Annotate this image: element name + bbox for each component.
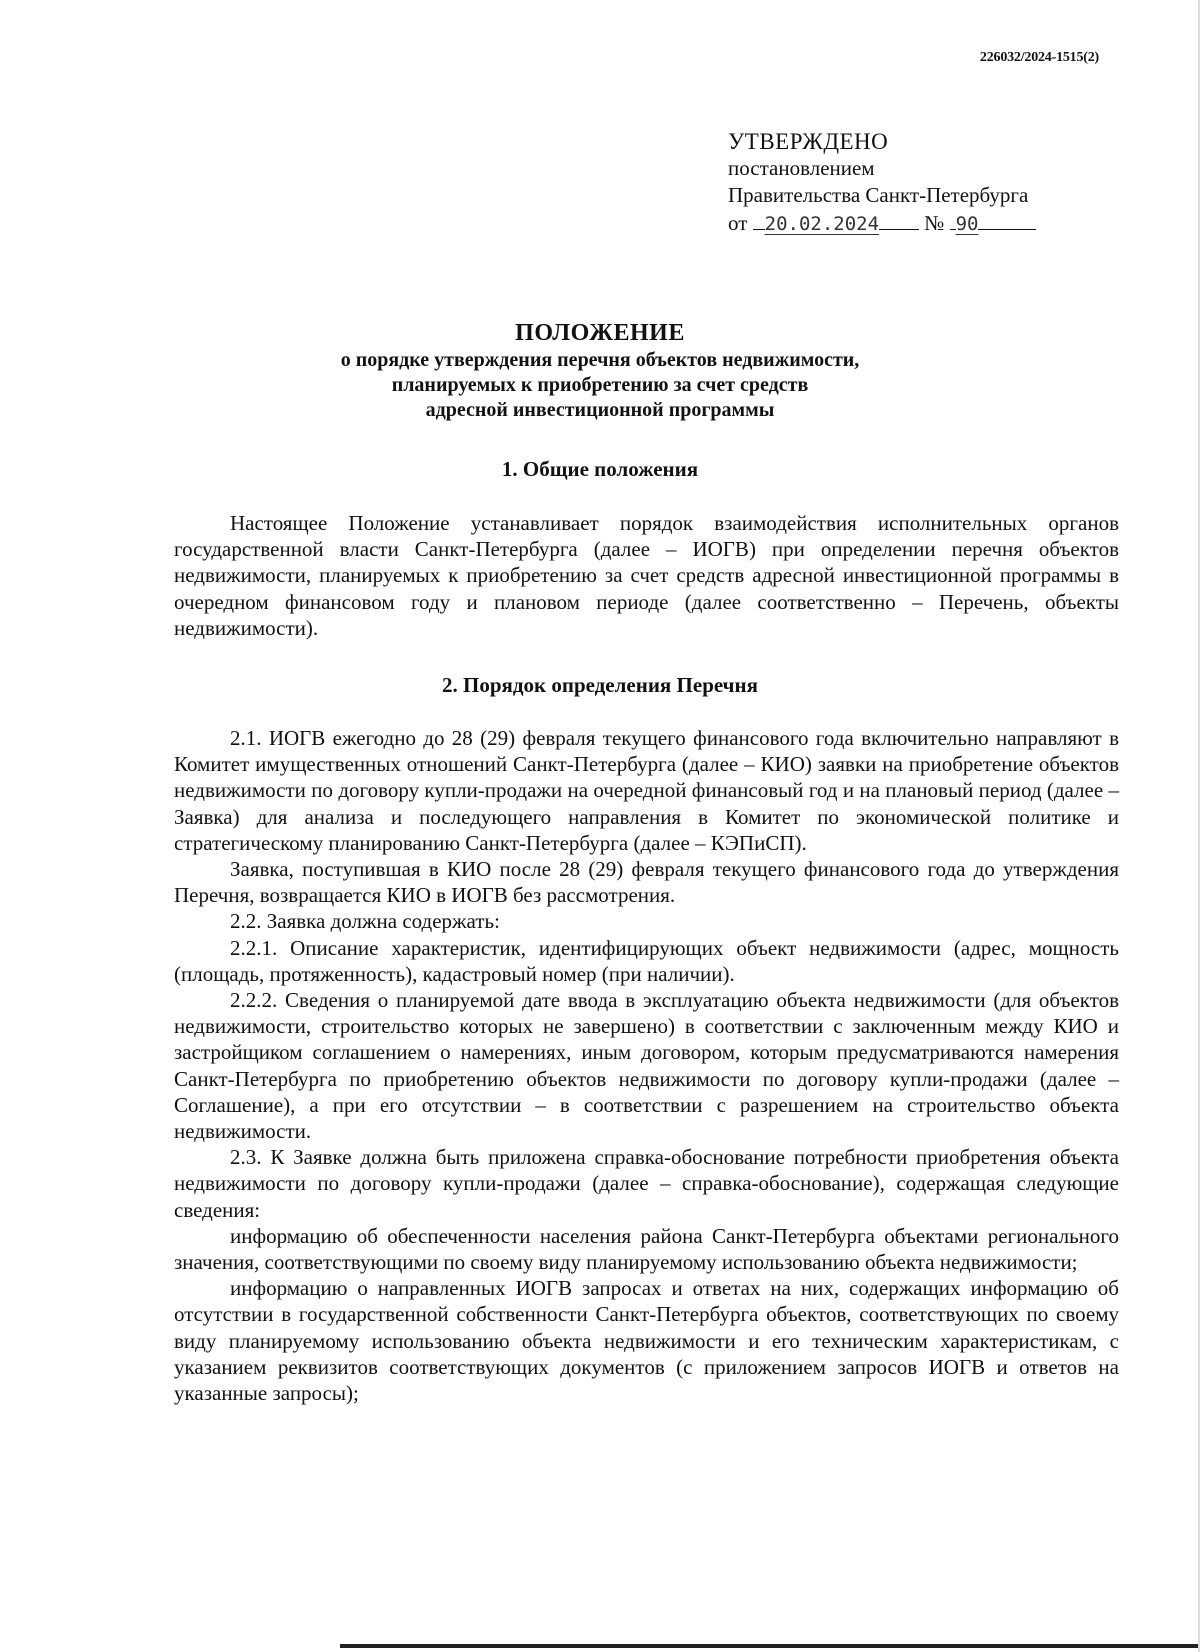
- paragraph: 2.3. К Заявке должна быть приложена справка-обоснование потребности приобретения объекта недвижимости по договору купли-продажи (далее – справка-обоснование), содержащая следующие сведения:: [174, 1145, 1119, 1222]
- paragraph: 2.2. Заявка должна содержать:: [230, 909, 500, 934]
- section-1-body: [174, 510, 1119, 641]
- number-prefix: №: [924, 211, 945, 235]
- section-2-body: [174, 725, 1119, 1406]
- section-2-heading: 2. Порядок определения Перечня: [442, 673, 758, 697]
- paragraph: Заявка, поступившая в КИО после 28 (29) февраля текущего финансового года до утверждения Перечня, возвращается КИО в ИОГВ без рассмотрения.: [174, 857, 1119, 908]
- date-blank-left: [753, 211, 765, 230]
- paragraph: информацию о направленных ИОГВ запросах и ответах на них, содержащих информацию об отсутствии в государственной собственности Санкт-Петербурга объектов, соответствующих по своему виду планируемому использованию объекта недвижимости и его техническим характеристикам, с указанием реквизитов соответствующих документов (с приложением запросов ИОГВ и ответов на указанные запросы);: [174, 1276, 1119, 1406]
- paragraph: 2.2.2. Сведения о планируемой дате ввода в эксплуатацию объекта недвижимости (для объектов недвижимости, строительство которых не завершено) в соответствии с заключенным между КИО и застройщиком соглашением о намерениях, иным договором, которым предусматриваются намерения Санкт-Петербурга по приобретению объектов недвижимости по договору купли-продажи (далее – Соглашение), а при его отсутствии – в соответствии с разрешением на строительство объекта недвижимости.: [174, 988, 1119, 1144]
- government-label: Правительства Санкт-Петербурга: [728, 183, 1029, 207]
- section-1-heading: 1. Общие положения: [501, 457, 699, 481]
- registration-number: 226032/2024-1515(2): [979, 50, 1099, 65]
- resolution-date: 20.02.2024: [764, 213, 880, 235]
- title-line-1: о порядке утверждения перечня объектов недвижимости,: [340, 349, 860, 371]
- scan-bottom-rule: [340, 1644, 1200, 1648]
- paragraph: информацию об обеспеченности населения района Санкт-Петербурга объектами регионального значения, соответствующими по своему виду планируемому использованию объекта недвижимости;: [174, 1223, 1119, 1275]
- number-blank-right: [978, 211, 1036, 230]
- title-main: ПОЛОЖЕНИЕ: [515, 320, 685, 346]
- paragraph: Настоящее Положение устанавливает порядок взаимодействия исполнительных органов государственной власти Санкт-Петербурга (далее – ИОГВ) при определении перечня объектов недвижимости, планируемых к приобретению за счет средств адресной инвестиционной программы в очередном финансовом году и плановом периоде (далее соответственно – Перечень, объекты недвижимости).: [174, 511, 1119, 640]
- approval-stamp: [728, 128, 1036, 238]
- title-line-2: планируемых к приобретению за счет средств: [391, 374, 809, 396]
- paragraph: 2.2.1. Описание характеристик, идентифицирующих объект недвижимости (адрес, мощность (площадь, протяженность), кадастровый номер (при наличии).: [174, 935, 1119, 986]
- approved-label: УТВЕРЖДЕНО: [728, 129, 889, 154]
- date-number-line: [728, 210, 1036, 238]
- document-title: [150, 318, 1050, 423]
- by-resolution-label: постановлением: [728, 156, 875, 180]
- date-blank-right: [879, 211, 919, 230]
- title-line-3: адресной инвестиционной программы: [425, 399, 775, 421]
- resolution-number: 90: [955, 213, 979, 235]
- date-prefix: от: [728, 211, 748, 235]
- paragraph: 2.1. ИОГВ ежегодно до 28 (29) февраля текущего финансового года включительно направляют в Комитет имущественных отношений Санкт-Петербурга (далее – КИО) заявки на приобретение объектов недвижимости по договору купли-продажи на очередной финансовый год и на плановый период (далее – Заявка) для анализа и последующего направления в Комитет по экономической политике и стратегическому планированию Санкт-Петербурга (далее – КЭПиСП).: [174, 726, 1119, 855]
